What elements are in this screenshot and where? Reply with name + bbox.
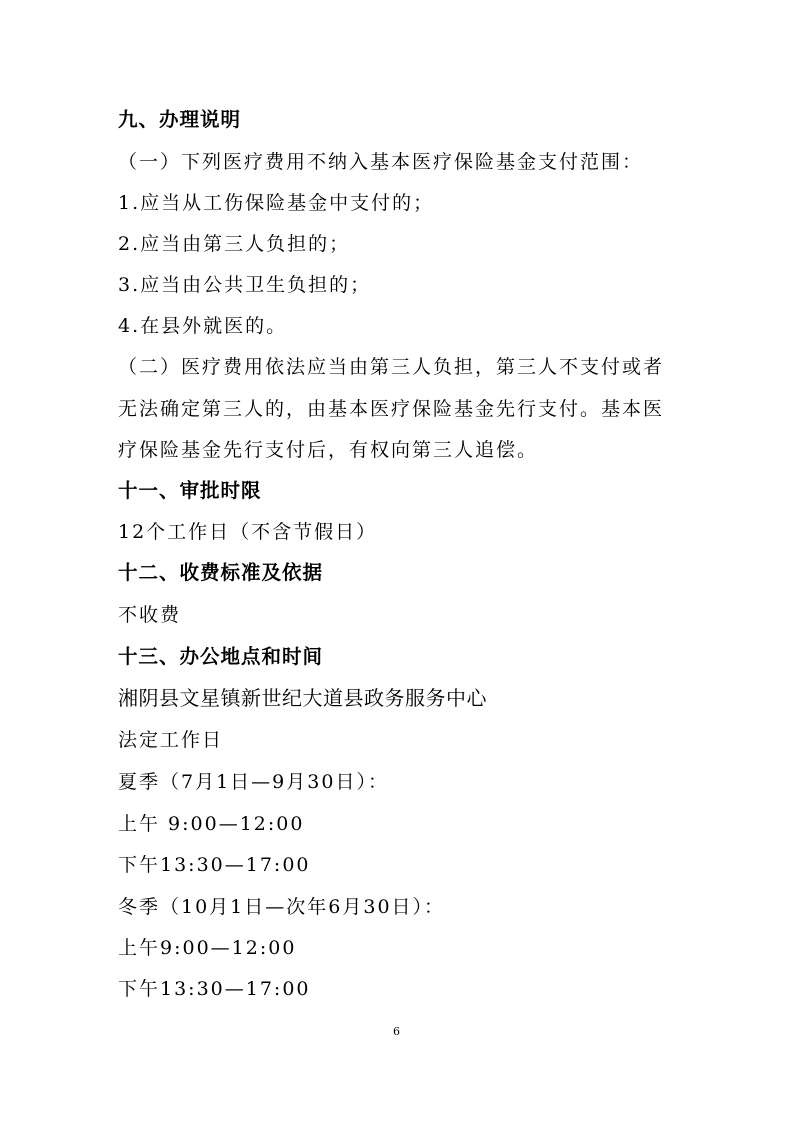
schedule-line: 冬季（10月1日—次年6月30日）： — [118, 896, 446, 918]
section-heading-fee-standard: 十二、收费标准及依据 — [118, 561, 324, 584]
paragraph-line: 12个工作日（不含节假日） — [118, 521, 378, 543]
paragraph-line: 不收费 — [118, 604, 182, 626]
section-heading-approval-time-limit: 十一、审批时限 — [118, 479, 262, 502]
list-item: 4.在县外就医的。 — [118, 315, 288, 337]
schedule-line: 上午9:00—12:00 — [118, 937, 297, 959]
paragraph-line: 无法确定第三人的，由基本医疗保险基金先行支付。基本医 — [118, 398, 665, 420]
list-item: 3.应当由公共卫生负担的； — [118, 274, 372, 296]
schedule-line: 下午13:30—17:00 — [118, 978, 311, 1000]
section-heading-office-location-hours: 十三、办公地点和时间 — [118, 645, 324, 668]
paragraph-line: 法定工作日 — [118, 729, 224, 751]
paragraph-line: 疗保险基金先行支付后，有权向第三人追偿。 — [118, 439, 539, 461]
list-item: 2.应当由第三人负担的； — [118, 233, 351, 255]
schedule-line: 夏季（7月1日—9月30日）： — [118, 771, 389, 793]
office-address: 湘阴县文星镇新世纪大道县政务服务中心 — [118, 686, 487, 710]
page-number: 6 — [393, 1025, 400, 1038]
list-item: 1.应当从工伤保险基金中支付的； — [118, 192, 435, 214]
schedule-line: 下午13:30—17:00 — [118, 854, 311, 876]
section-heading-handling-notes: 九、办理说明 — [118, 108, 242, 131]
paragraph-line: （一）下列医疗费用不纳入基本医疗保险基金支付范围： — [118, 151, 644, 173]
schedule-line: 上午 9:00—12:00 — [118, 813, 305, 835]
paragraph-line: （二）医疗费用依法应当由第三人负担，第三人不支付或者 — [118, 356, 665, 378]
